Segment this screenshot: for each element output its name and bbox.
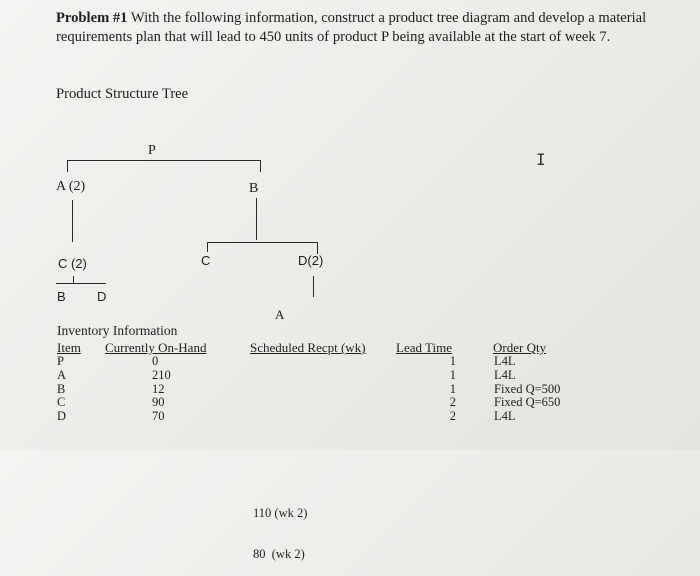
cell-item: A xyxy=(57,367,67,382)
cell-scheduled xyxy=(253,383,307,397)
node-d2: D(2) xyxy=(298,253,324,268)
tree-left-tick xyxy=(67,160,68,172)
column-scheduled xyxy=(253,355,307,576)
cell-scheduled xyxy=(253,424,307,438)
cell-on-hand: 70 xyxy=(152,409,165,424)
column-lead-time xyxy=(440,355,456,424)
node-p: P xyxy=(148,143,156,158)
cell-order-qty: Fixed Q=500 xyxy=(494,381,561,396)
cell-on-hand: 210 xyxy=(152,367,171,382)
tree-c-tick xyxy=(207,242,208,252)
cell-item: P xyxy=(57,354,64,368)
header-on-hand: Currently On-Hand xyxy=(105,340,207,355)
tree-c2-branch-tick xyxy=(73,276,74,283)
text-cursor-icon: I xyxy=(536,150,546,169)
cell-order-qty: L4L xyxy=(494,354,516,368)
tree-b-down-line xyxy=(256,198,257,240)
header-scheduled: Scheduled Recpt (wk) xyxy=(250,340,366,355)
node-d-leaf: D xyxy=(97,289,107,304)
cell-order-qty: L4L xyxy=(494,409,516,424)
cell-item: B xyxy=(57,381,66,396)
cell-order-qty: L4L xyxy=(494,367,516,382)
cell-scheduled: 80 (wk 2) xyxy=(253,547,305,562)
cell-lead-time: 1 xyxy=(449,354,456,368)
tree-top-line xyxy=(67,160,261,161)
tree-c2-under-line xyxy=(56,283,106,284)
cell-lead-time: 1 xyxy=(449,381,456,396)
cell-lead-time: 2 xyxy=(449,409,456,424)
cell-on-hand: 90 xyxy=(152,395,165,410)
column-order-qty xyxy=(494,355,560,424)
problem-label: Problem #1 xyxy=(56,10,128,26)
cell-item: D xyxy=(57,409,67,424)
header-item: Item xyxy=(57,340,81,355)
node-b-leaf: B xyxy=(57,289,66,304)
column-on-hand xyxy=(152,355,171,424)
node-b: B xyxy=(249,181,259,196)
cell-on-hand: 0 xyxy=(152,354,159,368)
problem-text: With the following information, construct a product tree diagram and develop a material requirements plan that will lead to 450 units of product P being available at the start of week 7. xyxy=(56,10,647,45)
cell-lead-time: 1 xyxy=(449,367,456,382)
node-a-lower: A xyxy=(275,307,285,322)
cell-scheduled: 110 (wk 2) xyxy=(253,505,308,520)
problem-statement xyxy=(56,9,686,47)
header-order-qty: Order Qty xyxy=(493,340,547,355)
column-item xyxy=(57,355,66,424)
node-a2: A (2) xyxy=(56,179,86,194)
tree-a-down-line xyxy=(72,200,73,242)
tree-b-branch-line xyxy=(207,242,317,243)
node-c: C xyxy=(201,253,211,268)
tree-title: Product Structure Tree xyxy=(56,86,189,102)
tree-d2-down-line xyxy=(313,276,314,297)
node-c2: C (2) xyxy=(58,256,87,271)
inventory-title: Inventory Information xyxy=(57,323,178,338)
cell-scheduled xyxy=(253,465,307,479)
tree-right-tick xyxy=(260,160,261,172)
cell-item: C xyxy=(57,395,66,410)
header-lead-time: Lead Time xyxy=(396,340,452,355)
cell-lead-time: 2 xyxy=(449,395,456,410)
cell-order-qty: Fixed Q=650 xyxy=(494,395,561,410)
cell-on-hand: 12 xyxy=(152,381,165,396)
